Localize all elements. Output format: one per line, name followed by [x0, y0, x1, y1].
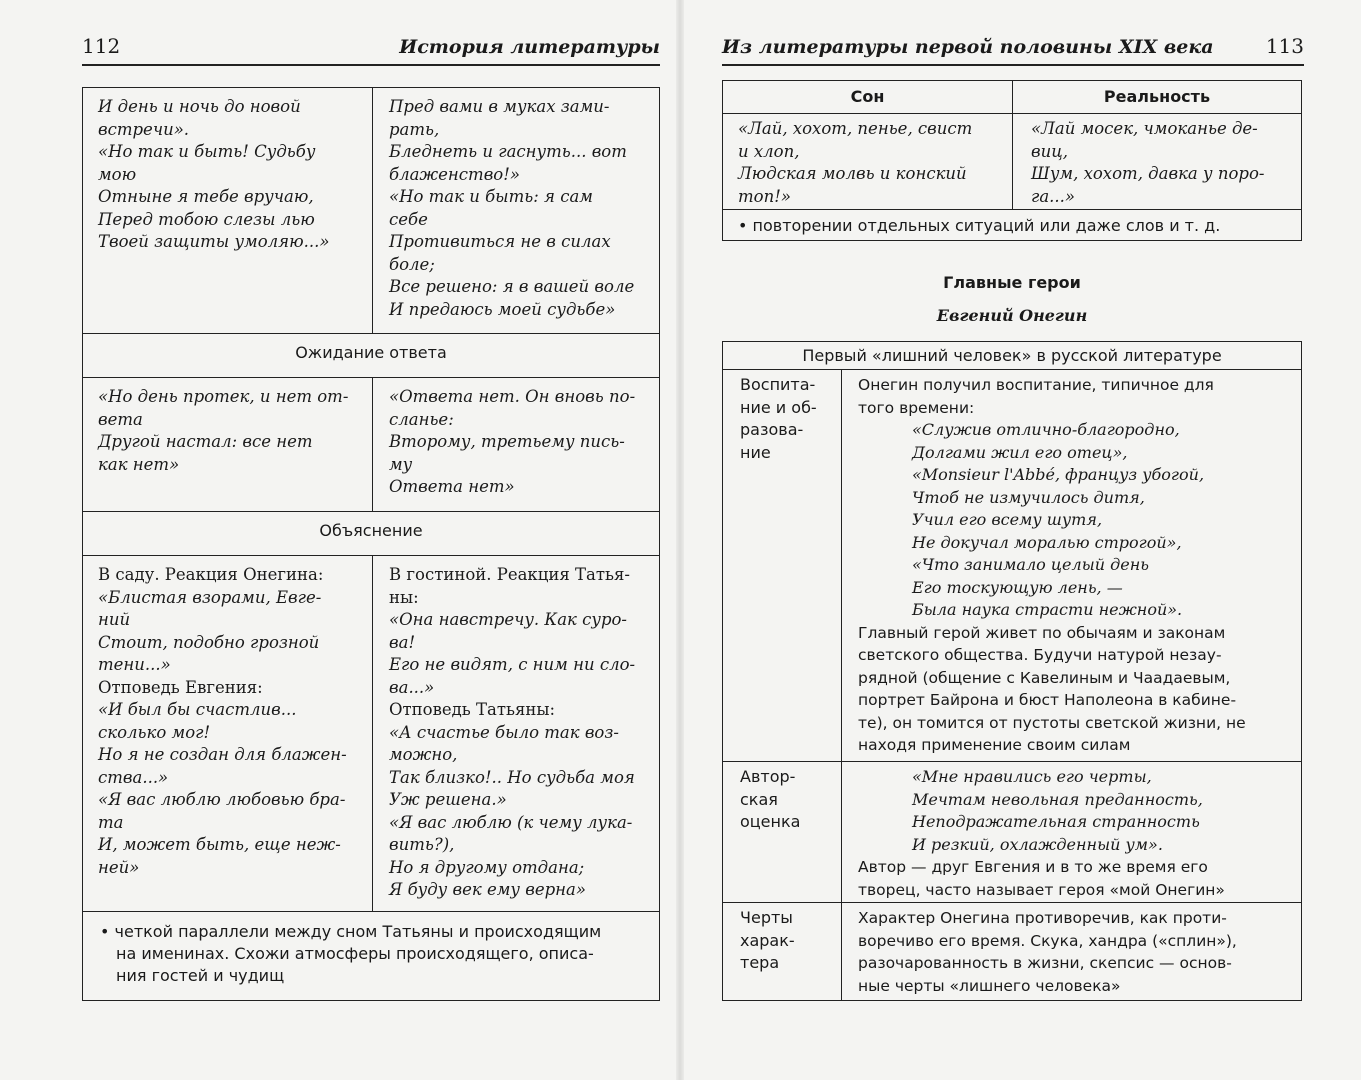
text-line: Шум, хохот, давка у поро- — [1031, 164, 1265, 183]
verse-line: Его тоскующую лень, — — [912, 577, 1123, 597]
text-line: Я буду век ему верна» — [389, 880, 586, 899]
text-line: топ!» — [738, 186, 791, 206]
text-line: вета — [98, 409, 143, 429]
text-line: • четкой параллели между сном Татьяны и происходящим — [100, 922, 602, 941]
left-comparison-table — [82, 87, 660, 1001]
verse-line: «Monsieur l'Abbé, француз убогой, — [912, 465, 1205, 484]
text-line: ны: — [389, 587, 419, 607]
text-line: Бледнеть и гаснуть... вот — [389, 142, 627, 161]
text-line: сланье: — [389, 409, 454, 429]
bullet-note — [83, 912, 659, 1000]
reality-quote — [1013, 114, 1301, 210]
verse-line: Чтоб не измучилось дитя, — [912, 487, 1145, 507]
text-line: творец, часто называет героя «мой Онегин» — [858, 880, 1225, 899]
text-line: га...» — [1031, 186, 1076, 206]
text-line: Автор- — [740, 767, 796, 786]
text-line: рядной (общение с Кавелиным и Чаадаевым, — [858, 668, 1231, 687]
verse-line: Была наука страсти нежной». — [912, 600, 1183, 619]
onegin-table — [722, 341, 1302, 1001]
row-label — [723, 762, 842, 902]
text-line: Перед тобою слезы лью — [98, 209, 315, 229]
text-line: И день и ночь до новой — [98, 97, 301, 116]
text-line: себе — [389, 209, 428, 229]
text-line: ва! — [389, 632, 416, 652]
explanation-right — [373, 556, 659, 911]
text-line: Ответа нет» — [389, 477, 515, 496]
table-row-letters — [83, 88, 659, 334]
text-line: «Но день протек, и нет от- — [98, 387, 349, 406]
text-line: И предаюсь моей судьбе» — [389, 299, 616, 319]
bullet-note: • повторении отдельных ситуаций или даже слов и т. д. — [738, 216, 1221, 235]
onegin-letter-quote — [373, 88, 659, 333]
text-line: «А счастье было так воз- — [389, 722, 619, 742]
text-line: и хлоп, — [738, 141, 800, 161]
text-line: Пред вами в муках зами- — [389, 97, 610, 116]
text-line: разочарованность в жизни, скепсис — основ- — [858, 954, 1232, 972]
text-line: ния гостей и чудищ — [116, 966, 285, 985]
text-line: Черты — [740, 908, 793, 927]
text-line: «Я вас люблю (к чему лука- — [389, 812, 633, 832]
text-line: тени...» — [98, 655, 171, 674]
text-line: на именинах. Схожи атмосферы происходящего, описа- — [116, 944, 594, 963]
hero-name: Евгений Онегин — [936, 306, 1088, 325]
text-line: сколько мог! — [98, 722, 211, 742]
text-line: виц, — [1031, 141, 1068, 161]
row-content — [842, 903, 1301, 1000]
text-line: блаженство!» — [389, 164, 520, 184]
text-line: Характер Онегина противоречив, как проти- — [858, 909, 1227, 927]
table-row-character-traits — [723, 903, 1301, 1000]
text-line: встречи». — [98, 119, 190, 139]
text-line: того времени: — [858, 398, 975, 417]
text-line: та — [98, 812, 124, 832]
text-line: ние — [740, 442, 771, 462]
text-line: «Блистая взорами, Евге- — [98, 587, 322, 607]
verse-line: Не докучал моралью строгой», — [912, 532, 1182, 552]
waiting-quote-right — [373, 378, 659, 511]
row-content — [842, 762, 1301, 902]
text-line: Автор — друг Евгения и в то же время его — [858, 858, 1208, 876]
column-header-reality: Реальность — [1013, 81, 1301, 114]
verse-line: «Мне нравились его черты, — [912, 767, 1152, 786]
text-line: Все решено: я в вашей воле — [389, 277, 635, 296]
text-line: ний — [98, 610, 131, 629]
table-row-waiting — [83, 378, 659, 512]
text-line: мою — [98, 164, 137, 184]
text-line: «Она навстречу. Как суро- — [389, 610, 628, 629]
text-line: ства...» — [98, 767, 169, 787]
text-line: как нет» — [98, 454, 180, 474]
text-line: Уж решена.» — [389, 790, 507, 809]
text-line: му — [389, 454, 413, 474]
running-title: История литературы — [399, 36, 660, 58]
text-line: В саду. Реакция Онегина: — [98, 565, 324, 584]
verse-line: Долгами жил его отец», — [912, 442, 1128, 462]
text-line: ние и об- — [740, 397, 817, 417]
text-line: «Лай, хохот, пенье, свист — [738, 119, 973, 138]
text-line: «Лай мосек, чмоканье де- — [1031, 119, 1258, 138]
page-number: 112 — [82, 34, 121, 58]
verse-line: И резкий, охлажденный ум». — [912, 834, 1163, 854]
table-row-explanation — [83, 556, 659, 912]
text-line: Главный герой живет по обычаям и законам — [858, 623, 1226, 642]
running-title: Из литературы первой половины XIX века — [722, 36, 1214, 58]
text-line: «Ответа нет. Он вновь по- — [389, 387, 636, 406]
text-line: находя применение своим силам — [858, 736, 1131, 754]
column-header-dream: Сон — [723, 81, 1013, 114]
table-row-education — [723, 370, 1301, 762]
text-line: ней» — [98, 857, 140, 877]
text-line: «Я вас люблю любовью бра- — [98, 790, 346, 809]
text-line: портрет Байрона и бюст Наполеона в кабине- — [858, 691, 1237, 709]
dream-reality-table — [722, 80, 1302, 241]
text-line: ская — [740, 789, 778, 809]
text-line: тера — [740, 953, 780, 972]
row-label — [723, 370, 842, 761]
verse-line: Неподражательная странность — [912, 812, 1200, 831]
text-line: Второму, третьему пись- — [389, 432, 625, 451]
text-line: Отныне я тебе вручаю, — [98, 187, 314, 206]
table-caption: Первый «лишний человек» в русской литературе — [723, 342, 1301, 370]
tatiana-letter-quote — [83, 88, 373, 333]
text-line: Людская молвь и конский — [738, 164, 967, 183]
text-line: разова- — [740, 420, 804, 439]
table-row-author-assessment — [723, 762, 1301, 903]
verse-line: «Служив отлично-благородно, — [912, 420, 1180, 439]
text-line: Его не видят, с ним ни сло- — [389, 655, 636, 674]
text-line: светского общества. Будучи натурой незау- — [858, 646, 1222, 664]
section-heading: Ожидание ответа — [83, 334, 659, 378]
text-line: Стоит, подобно грозной — [98, 632, 320, 652]
row-content — [842, 370, 1301, 761]
section-title: Главные герои — [943, 273, 1081, 292]
text-line: Отповедь Евгения: — [98, 677, 263, 697]
section-heading: Объяснение — [83, 512, 659, 556]
waiting-quote-left — [83, 378, 373, 511]
text-line: Противиться не в силах — [389, 232, 611, 251]
text-line: Но я не создан для блажен- — [98, 745, 347, 764]
verse-line: Учил его всему шутя, — [912, 510, 1103, 529]
explanation-left — [83, 556, 373, 911]
text-line: И, может быть, еще неж- — [98, 835, 341, 854]
text-line: Твоей защиты умоляю...» — [98, 232, 330, 251]
text-line: Отповедь Татьяны: — [389, 700, 556, 719]
left-page — [0, 0, 680, 1080]
text-line: Воспита- — [740, 375, 816, 394]
text-line: В гостиной. Реакция Татья- — [389, 565, 630, 584]
text-line: «И был бы счастлив... — [98, 700, 297, 719]
verse-line: «Что занимало целый день — [912, 555, 1149, 574]
text-line: те), он томится от пустоты светской жизни, не — [858, 713, 1246, 732]
right-page-header — [722, 32, 1304, 66]
text-line: можно, — [389, 745, 458, 764]
text-line: «Но так и быть: я сам — [389, 187, 593, 206]
text-line: Но я другому отдана; — [389, 857, 585, 877]
text-line: ные черты «лишнего человека» — [858, 976, 1121, 995]
text-line: ва...» — [389, 677, 435, 697]
text-line: вить?), — [389, 835, 455, 854]
page-number: 113 — [1265, 34, 1304, 58]
text-line: харак- — [740, 930, 795, 950]
text-line: оценка — [740, 812, 801, 831]
text-line: рать, — [389, 119, 440, 139]
verse-line: Мечтам невольная преданность, — [912, 789, 1203, 809]
text-line: боле; — [389, 254, 435, 274]
text-line: Онегин получил воспитание, типичное для — [858, 376, 1214, 394]
text-line: «Но так и быть! Судьбу — [98, 142, 316, 161]
text-line: Так близко!.. Но судьба моя — [389, 767, 635, 787]
row-label — [723, 903, 842, 1000]
text-line: воречиво его время. Скука, хандра («сплин»), — [858, 931, 1237, 950]
dream-quote — [723, 114, 1013, 210]
text-line: Другой настал: все нет — [98, 432, 313, 451]
left-page-header — [82, 32, 660, 66]
